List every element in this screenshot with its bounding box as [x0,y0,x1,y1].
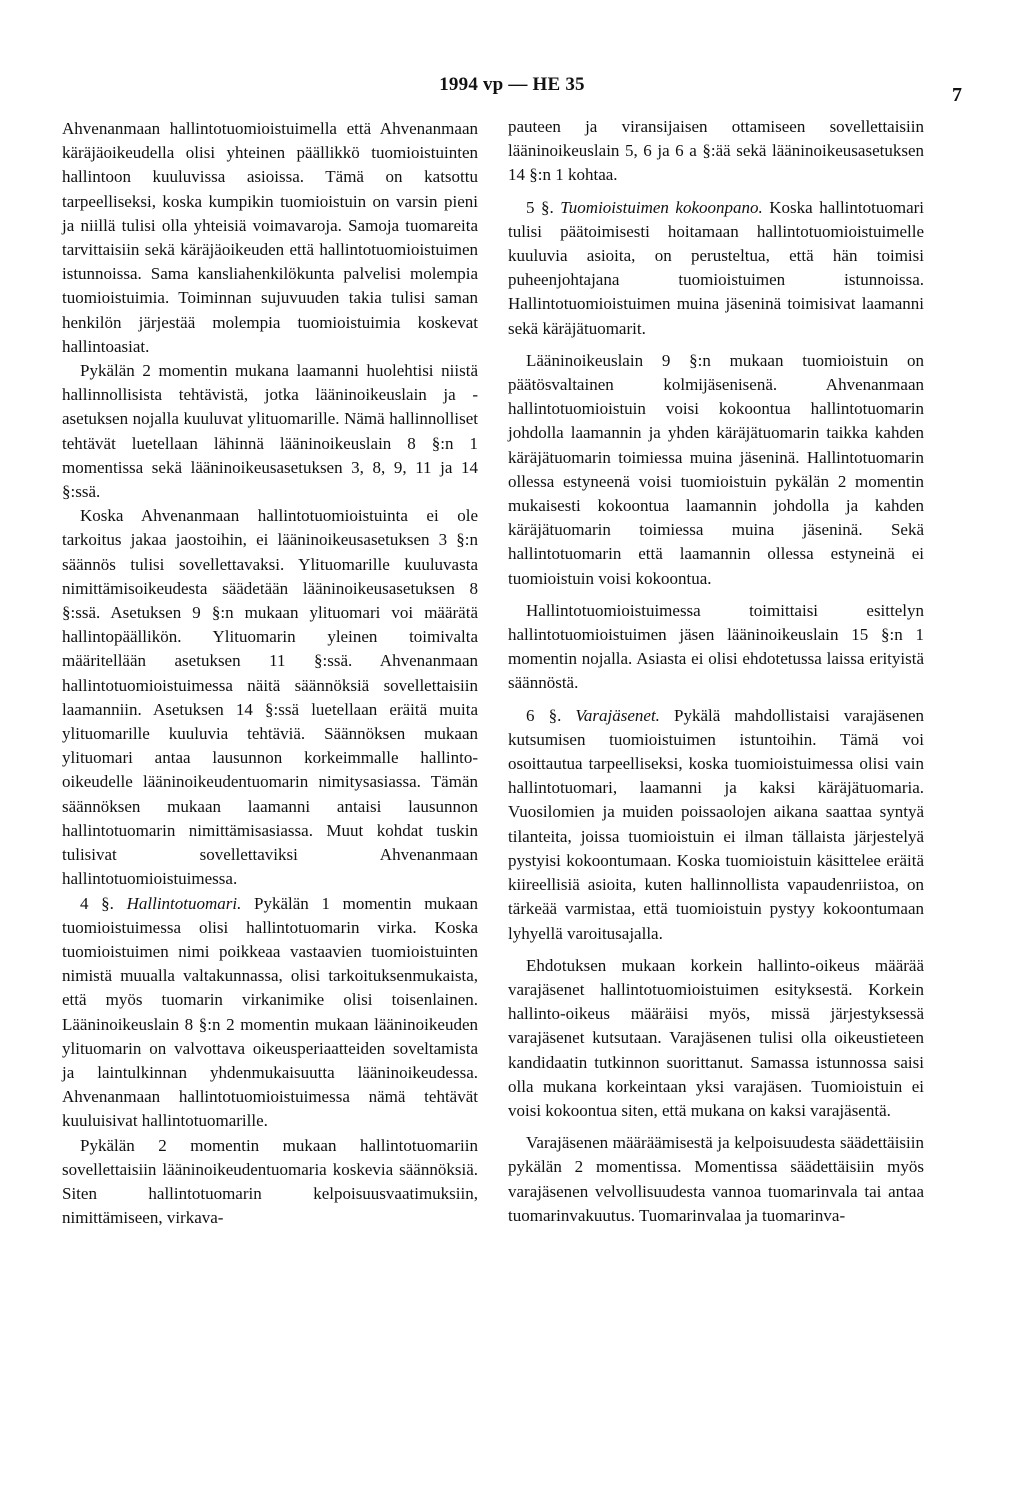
section-6-text: Pykälä mahdollistaisi varajäsenen kutsumisen tuomioistuimen istuntoihin. Tämä voi osoittautua tarpeelliseksi, koska tuomioistuimessa olisi vain hallintotuomari, laamanni ja kaksi käräjätuomaria. Vuosilomien ja muiden poissaolojen aikana saattaa syntyä tilanteita, joissa tuomioistuin ei ilman tällaista järjestelyä pystyisi kokoontumaan. Koska tuomioistuin käsittelee eräitä kiireellisiä asioita, kuten hallinnollista vapaudenriistoa, on tärkeää varmistaa, että tuomioistuin pystyy kokoontumaan lyhyellä varoitusajalla. [508,705,925,943]
page-number: 7 [952,84,962,106]
section-6-number: 6 §. [526,705,562,725]
section-5-text: Koska hallintotuomari tulisi päätoimisesti hoitamaan hallintotuomioistuimelle kuuluvia asioita, on perusteltua, että hän toimisi puheenjohtajana tuomioistuimen istunnoissa. Hallintotuomioistuimen muina jäseninä toimisivat laamanni sekä käräjätuomarit. [508,197,925,338]
right-paragraph-1: pauteen ja viransijaisen ottamiseen sovellettaisiin lääninoikeuslain 5, 6 ja 6 a §:ää sekä lääninoikeusasetuksen 14 §:n 1 kohtaa. [508,117,924,185]
right-paragraph-5 [508,704,924,946]
section-6-title: Varajäsenet. [575,705,660,725]
section-4-title: Hallintotuomari. [126,893,242,913]
left-paragraph-1: Ahvenanmaan hallintotuomioistuimella että Ahvenanmaan käräjäoikeudella olisi yhteinen päällikkö tuomioistuinten hallintoon kuuluvissa asioissa. Tämä on katsottu tarpeelliseksi, koska kumpikin tuomioistuin on varsin pieni ja niillä tulisi olla yhteisiä voimavaroja. Samoja tuomareita tarvittaisiin sekä käräjäoikeuden että hallintotuomioistuimen istunnoissa. Sama kansliahenkilökunta palvelisi molempia tuomioistuimia. Toiminnan sujuvuuden takia tulisi saman henkilön järjestää molempia tuomioistuimia koskevat hallintoasiat. [62,119,478,356]
left-paragraph-5: Pykälän 2 momentin mukaan hallintotuomariin sovellettaisiin lääninoikeudentuomaria koskevia säännöksiä. Siten hallintotuomarin kelpoisuusvaatimuksiin, nimittämiseen, virkava- [62,1135,478,1228]
right-column [508,115,924,1228]
section-5-number: 5 §. [526,197,554,217]
right-paragraph-7: Varajäsenen määräämisestä ja kelpoisuudesta säädettäisiin pykälän 2 momentissa. Momentissa säädettäisiin myös varajäsenen velvollisuudesta vannoa tuomarinvala tai antaa tuomarinvakuutus. Tuomarinvalaa ja tuomarinva- [508,1133,924,1225]
section-4-number: 4 §. [80,893,114,913]
left-paragraph-3: Koska Ahvenanmaan hallintotuomioistuinta ei ole tarkoitus jakaa jaostoihin, ei lääninoikeusasetuksen 3 §:n säännös tulisi sovellettavaksi. Ylituomarille kuuluvasta nimittämisoikeudesta säädetään lääninoikeusasetuksen 8 §:ssä. Asetuksen 9 §:n mukaan ylituomari voi määrätä hallintopäällikön. Ylituomarin yleinen toimivalta määritellään asetuksen 11 §:ssä. Ahvenanmaan hallintotuomioistuimessa näitä säännöksiä sovellettaisiin laamanniin. Asetuksen 14 §:ssä luetellaan eräitä muita ylituomarille kuuluvia tehtäviä. Säännöksen mukaan ylituomari antaa lausunnon korkeimmalle hallinto-oikeudelle lääninoikeudentuomarin nimitysasiassa. Tämän säännöksen mukaan laamanni antaisi lausunnon hallintotuomarin nimittämisasiassa. Muut kohdat tuskin tulisivat sovellettaviksi Ahvenanmaan hallintotuomioistuimessa. [62,506,478,889]
page-header-title: 1994 vp — HE 35 [439,74,585,95]
left-column [62,117,478,1230]
left-paragraph-2: Pykälän 2 momentin mukana laamanni huolehtisi niistä hallinnollisista tehtävistä, jotka lääninoikeuslain ja -asetuksen nojalla kuuluvat ylituomarille. Nämä hallinnolliset tehtävät luetellaan lähinnä lääninoikeuslain 8 §:n 1 momentissa sekä lääninoikeusasetuksen 3, 8, 9, 11 ja 14 §:ssä. [62,361,478,502]
section-5-title: Tuomioistuimen kokoonpano. [560,197,763,217]
right-paragraph-6: Ehdotuksen mukaan korkein hallinto-oikeus määrää varajäsenet hallintotuomioistuimen esityksestä. Korkein hallinto-oikeus määräisi myös, missä järjestyksessä varajäsenet kutsutaan. Varajäsenen tulisi olla oikeustieteen kandidaatin tutkinnon suorittanut. Samassa istunnossa saisi olla mukana korkeintaan yksi varajäsen. Tuomioistuin ei voisi kokoontua siten, että mukana on kaksi varajäsentä. [508,955,924,1120]
right-paragraph-2 [508,196,924,341]
right-paragraph-4: Hallintotuomioistuimessa toimittaisi esittelyn hallintotuomioistuimen jäsen lääninoikeuslain 15 §:n 1 momentin nojalla. Asiasta ei olisi ehdotetussa laissa erityistä säännöstä. [508,600,924,693]
right-paragraph-3: Lääninoikeuslain 9 §:n mukaan tuomioistuin on päätösvaltainen kolmijäsenisenä. Ahvenanmaan hallintotuomioistuin voisi kokoontua hallintotuomarin johdolla laamannin ja yhden käräjätuomarin taikka kahden käräjätuomarin toimiessa muina jäseninä. Hallintotuomarin ollessa estyneenä voisi tuomioistuin pykälän 2 momentin mukaisesti kokoontua laamannin johdolla ja kahden käräjätuomarin toimiessa muina jäseninä. Sekä hallintotuomarin että laamannin ollessa estyneinä ei tuomioistuin voisi kokoontua. [508,350,924,588]
left-paragraph-4 [62,892,478,1134]
section-4-text: Pykälän 1 momentin mukaan tuomioistuimessa olisi hallintotuomarin virka. Koska tuomioistuimen nimi poikkeaa vastaavien tuomioistuinten nimistä muualla valtakunnassa, olisi tarkoituksenmukaista, että myös tuomarin virkanimike olisi toisenlainen. Lääninoikeuslain 8 §:n 2 momentin mukaan lääninoikeuden ylituomarin on valvottava oikeusperiaatteiden soveltamista ja laintulkinnan yhdenmukaisuutta lääninoikeudessa. Ahvenanmaan hallintotuomioistuimessa nämä tehtävät kuuluisivat hallintotuomarille. [62,893,479,1131]
